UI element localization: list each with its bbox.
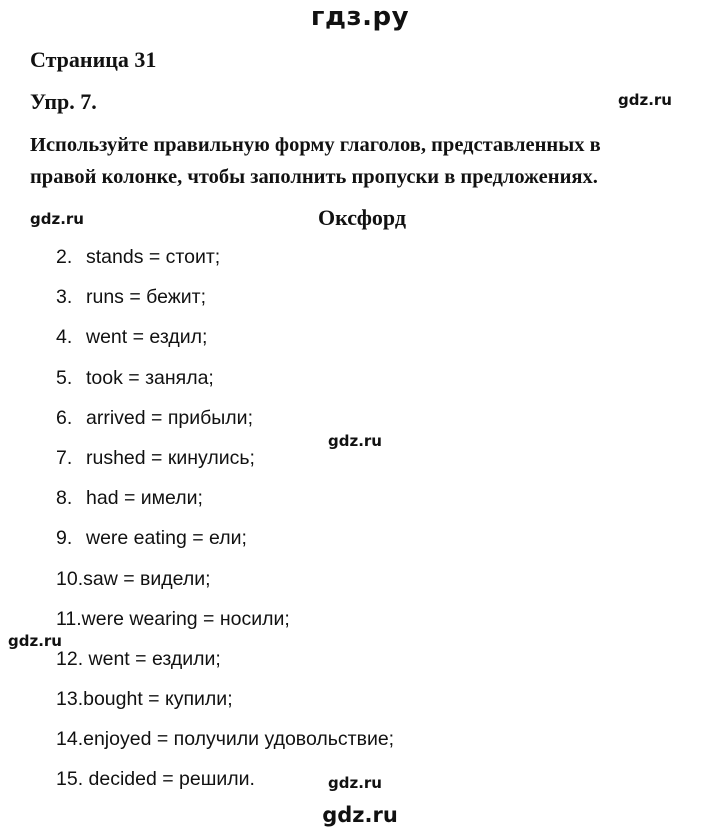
answer-number: 2. [56,246,73,268]
answer-number: 14. [56,728,84,751]
answer-item [56,645,394,685]
answer-item [56,565,394,605]
answer-number: 4. [56,326,73,349]
answer-text: took = заняла; [86,366,214,389]
answer-item [56,283,394,323]
answer-number: 12. [56,647,84,670]
answer-text: were wearing = носили; [81,607,290,630]
answer-item [56,243,394,283]
instruction-line: правой колонке, чтобы заполнить пропуски в предложениях. [30,166,598,188]
page-title: Страница 31 [30,47,157,72]
answer-number: 6. [56,406,73,429]
answer-text: enjoyed = получили удовольствие; [83,728,395,751]
answer-number: 7. [56,446,73,469]
answer-item [56,364,394,404]
answer-text: had = имели; [86,487,203,510]
answer-item [56,484,394,524]
answer-number: 5. [56,366,73,389]
watermark: gdz.ru [328,774,382,792]
answer-text: arrived = прибыли; [86,406,253,429]
exercise-number: Упр. 7. [30,89,97,114]
answer-text: were eating = ели; [86,527,247,550]
answer-text: runs = бежит; [86,286,207,309]
answer-number: 15. [56,768,84,791]
answer-text: rushed = кинулись; [86,446,255,469]
answer-item [56,605,394,645]
answer-number: 10. [56,567,84,590]
answer-text: bought = купили; [83,688,233,711]
textbook-name: Оксфорд [317,205,406,230]
footer-watermark: gdz.ru [322,803,398,827]
watermark: gdz.ru [328,432,382,450]
answer-text: saw = видели; [83,567,211,590]
answer-number: 9. [56,527,73,550]
answer-number: 8. [56,487,73,510]
answer-text: went = ездил; [86,326,208,349]
answer-item [56,323,394,363]
site-header: гдз.ру [310,2,410,32]
answer-text: stands = стоит; [86,246,221,268]
answer-number: 11. [56,607,82,630]
answer-text: decided = решили. [88,768,255,791]
answer-list [56,243,394,806]
answer-text: went = ездили; [88,647,221,670]
answer-item [56,725,394,765]
watermark: gdz.ru [8,632,62,650]
instruction-line: Используйте правильную форму глаголов, представленных в [30,134,601,156]
answer-item [56,685,394,725]
watermark: gdz.ru [618,91,672,109]
exercise-instruction [30,129,694,193]
answer-number: 3. [56,286,73,309]
watermark: gdz.ru [30,210,84,228]
answer-number: 13. [56,688,84,711]
answer-item [56,524,394,564]
